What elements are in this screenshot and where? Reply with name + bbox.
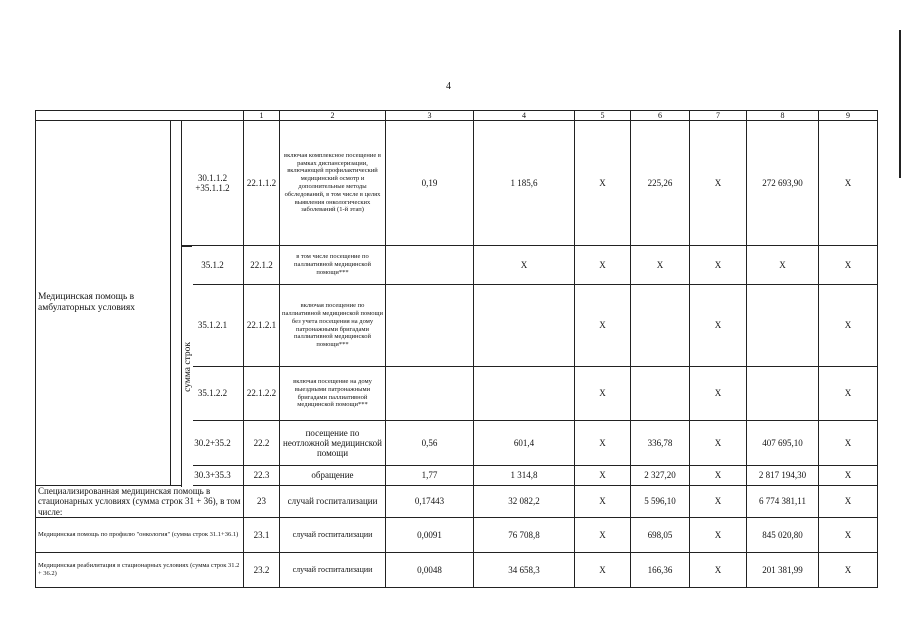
cell-5: Х — [575, 121, 631, 246]
table-row — [36, 553, 878, 588]
cell-8: 272 693,90 — [747, 121, 819, 246]
row-label: Медицинская помощь по профилю "онкология" (сумма строк 31.1+36.1) — [36, 518, 244, 553]
cell-9: Х — [819, 367, 878, 421]
cell-3: 0,19 — [386, 121, 474, 246]
cell-5: Х — [575, 553, 631, 588]
row-name: в том числе посещение по паллиативной медицинской помощи*** — [280, 246, 386, 285]
cell-3: 0,17443 — [386, 486, 474, 518]
cell-9: Х — [819, 518, 878, 553]
cell-7: Х — [690, 466, 747, 486]
cell-3: 0,0048 — [386, 553, 474, 588]
cell-5: Х — [575, 421, 631, 466]
row-number: 23.2 — [244, 553, 280, 588]
header-col-3: 3 — [386, 111, 474, 121]
cell-7: Х — [690, 421, 747, 466]
cell-3: 0,56 — [386, 421, 474, 466]
cell-6: 225,26 — [631, 121, 690, 246]
cell-4 — [474, 285, 575, 367]
row-name: включая комплексное посещение в рамках диспансеризации, включающей профилактический медицинский осмотр и дополнительные методы обследований, в том числе в целях выявления онкологических заболеваний (1-й этап) — [280, 121, 386, 246]
cell-7: Х — [690, 518, 747, 553]
row-code: 30.1.1.2 +35.1.1.2 — [182, 121, 244, 246]
row-number: 22.1.2.2 — [244, 367, 280, 421]
table-row — [36, 486, 878, 518]
row-code: 35.1.2 — [182, 246, 244, 285]
row-number: 22.1.2 — [244, 246, 280, 285]
cell-7: Х — [690, 553, 747, 588]
header-col-2: 2 — [280, 111, 386, 121]
cell-7: Х — [690, 246, 747, 285]
table-row — [36, 518, 878, 553]
sum-rows-cell — [181, 247, 193, 487]
cell-9: Х — [819, 421, 878, 466]
cell-9: Х — [819, 285, 878, 367]
row-number: 22.1.2.1 — [244, 285, 280, 367]
cell-6: Х — [631, 246, 690, 285]
cell-4 — [474, 367, 575, 421]
row-name: случай госпитализации — [280, 553, 386, 588]
row-code: 30.2+35.2 — [182, 421, 244, 466]
row-number: 22.1.1.2 — [244, 121, 280, 246]
header-row — [36, 111, 878, 121]
cell-9: Х — [819, 486, 878, 518]
row-label: Специализированная медицинская помощь в стационарных условиях (сумма строк 31 + 36), в том числе: — [36, 486, 244, 518]
header-col-4: 4 — [474, 111, 575, 121]
cell-9: Х — [819, 246, 878, 285]
header-col-5: 5 — [575, 111, 631, 121]
table-row — [36, 121, 878, 246]
row-name: посещение по неотложной медицинской помощи — [280, 421, 386, 466]
cell-6: 166,36 — [631, 553, 690, 588]
cell-6: 698,05 — [631, 518, 690, 553]
header-col-9: 9 — [819, 111, 878, 121]
cell-5: Х — [575, 466, 631, 486]
divider — [181, 246, 192, 247]
cell-9: Х — [819, 553, 878, 588]
cell-8: 407 695,10 — [747, 421, 819, 466]
cell-8 — [747, 285, 819, 367]
header-blank — [36, 111, 244, 121]
header-col-1: 1 — [244, 111, 280, 121]
row-code: 35.1.2.1 — [182, 285, 244, 367]
cell-8: 6 774 381,11 — [747, 486, 819, 518]
tariff-table — [35, 110, 878, 588]
cell-8: 2 817 194,30 — [747, 466, 819, 486]
cell-5: Х — [575, 246, 631, 285]
cell-4: 1 185,6 — [474, 121, 575, 246]
cell-3: 0,0091 — [386, 518, 474, 553]
cell-7: Х — [690, 367, 747, 421]
cell-5: Х — [575, 486, 631, 518]
row-code: 30.3+35.3 — [182, 466, 244, 486]
cell-5: Х — [575, 367, 631, 421]
row-name: включая посещение на дому выездными патронажными бригадами паллиативной медицинской помощи*** — [280, 367, 386, 421]
cell-8: Х — [747, 246, 819, 285]
cell-7: Х — [690, 285, 747, 367]
cell-4: 32 082,2 — [474, 486, 575, 518]
cell-6: 5 596,10 — [631, 486, 690, 518]
cell-5: Х — [575, 518, 631, 553]
row-number: 22.3 — [244, 466, 280, 486]
cell-9: Х — [819, 121, 878, 246]
cell-3 — [386, 367, 474, 421]
cell-4: 601,4 — [474, 421, 575, 466]
cell-3 — [386, 285, 474, 367]
row-number: 23 — [244, 486, 280, 518]
row-number: 22.2 — [244, 421, 280, 466]
row-name: включая посещение по паллиативной медицинской помощи без учета посещения на дому патронажными бригадами паллиативной медицинской помощи*** — [280, 285, 386, 367]
cell-4: 34 658,3 — [474, 553, 575, 588]
cell-7: Х — [690, 121, 747, 246]
cell-8 — [747, 367, 819, 421]
header-col-6: 6 — [631, 111, 690, 121]
cell-4: Х — [474, 246, 575, 285]
cell-4: 1 314,8 — [474, 466, 575, 486]
cell-3 — [386, 246, 474, 285]
row-code: 35.1.2.2 — [182, 367, 244, 421]
cell-8: 845 020,80 — [747, 518, 819, 553]
cell-6 — [631, 285, 690, 367]
group-label: Медицинская помощь в амбулаторных условиях — [36, 121, 171, 486]
page-number: 4 — [446, 81, 451, 92]
sum-rows-label: сумма строк — [182, 342, 193, 392]
cell-6: 336,78 — [631, 421, 690, 466]
row-name: случай госпитализации — [280, 518, 386, 553]
header-col-8: 8 — [747, 111, 819, 121]
header-col-7: 7 — [690, 111, 747, 121]
cell-5: Х — [575, 285, 631, 367]
cell-3: 1,77 — [386, 466, 474, 486]
cell-6 — [631, 367, 690, 421]
cell-7: Х — [690, 486, 747, 518]
row-label: Медицинская реабилитация в стационарных условиях (сумма строк 31.2 + 36.2) — [36, 553, 244, 588]
page-edge-mark — [899, 30, 901, 178]
cell-8: 201 381,99 — [747, 553, 819, 588]
row-name: случай госпитализации — [280, 486, 386, 518]
cell-6: 2 327,20 — [631, 466, 690, 486]
cell-4: 76 708,8 — [474, 518, 575, 553]
row-name: обращение — [280, 466, 386, 486]
cell-9: Х — [819, 466, 878, 486]
row-number: 23.1 — [244, 518, 280, 553]
